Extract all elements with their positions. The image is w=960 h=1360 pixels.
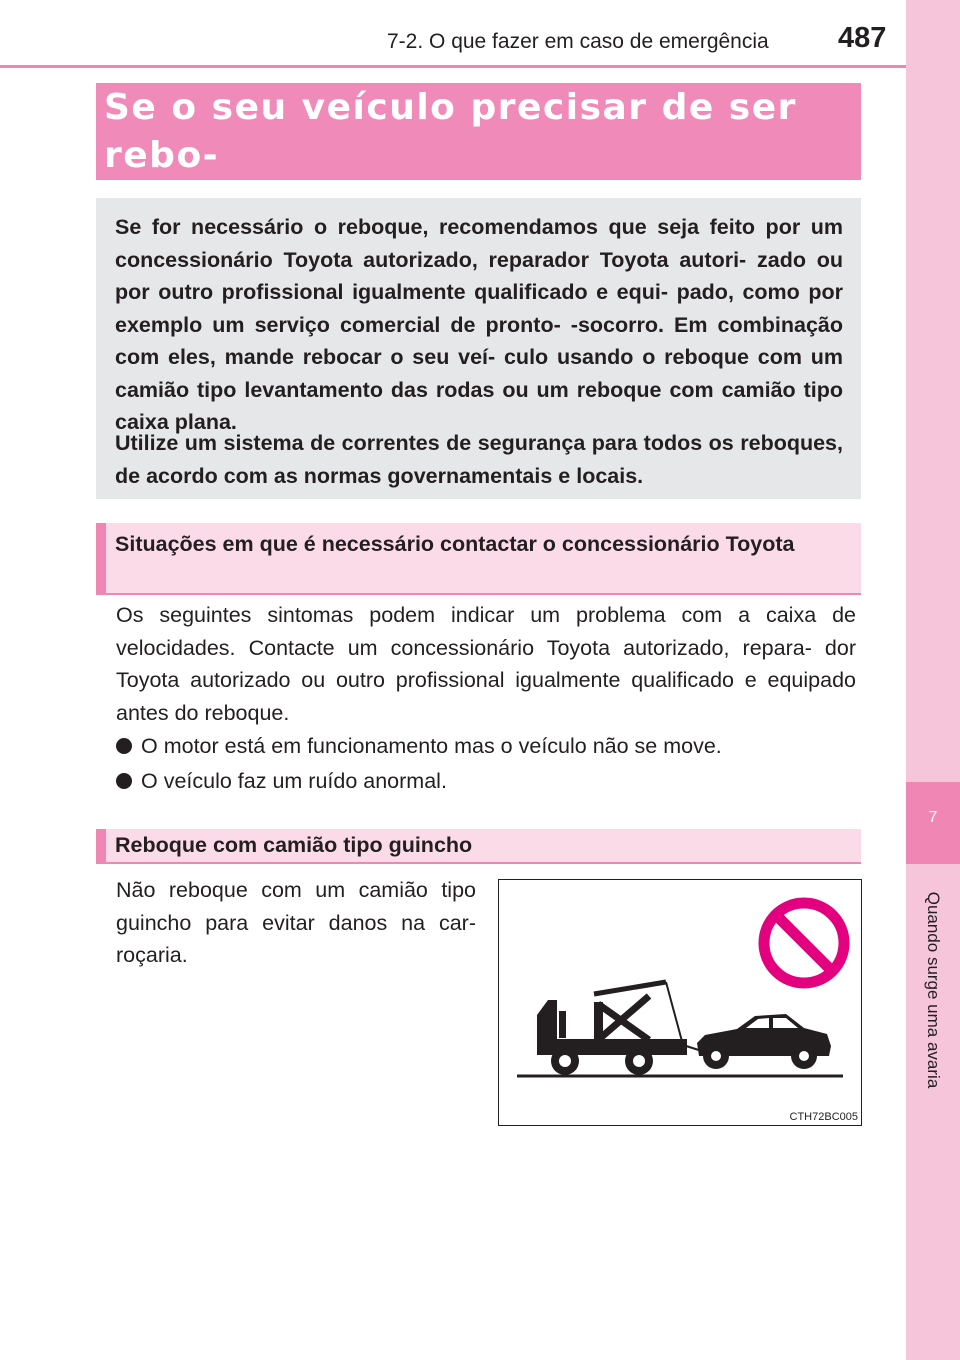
prohibited-sign-icon [764, 903, 844, 983]
header-section-title: 7-2. O que fazer em caso de emergência [387, 30, 769, 53]
chapter-tab [906, 782, 960, 864]
section-heading-winch-truck [96, 829, 861, 864]
towed-car-icon [697, 1014, 831, 1069]
tow-truck-icon [537, 982, 705, 1075]
tow-truck-drawing [499, 880, 861, 1125]
intro-paragraph-2: Utilize um sistema de correntes de segurança para todos os reboques, de acordo com as normas governamentais e locais. [115, 431, 843, 488]
section-heading-bar [96, 523, 106, 593]
bullet-icon [116, 773, 132, 789]
section2-paragraph: Não reboque com um camião tipo guincho para evitar danos na car- roçaria. [116, 878, 476, 967]
header-divider [0, 65, 906, 68]
figure-code: CTH72BC005 [789, 1111, 858, 1123]
section1-paragraph: Os seguintes sintomas podem indicar um problema com a caixa de velocidades. Contacte um concessionário Toyota autorizado, repara- dor Toyota autorizado ou outro profissional igualmente qualificado e equipado antes do reboque. [116, 603, 856, 725]
page-title-line-1: Se o seu veículo precisar de ser rebo- [104, 87, 797, 176]
list-item [116, 730, 722, 763]
section-heading-toyota-contact [96, 523, 861, 595]
list-item-text: O veículo faz um ruído anormal. [141, 769, 447, 793]
section-heading-bar [96, 829, 106, 862]
section-heading-text: Reboque com camião tipo guincho [115, 833, 473, 857]
side-margin-band [906, 0, 960, 1360]
list-item-text: O motor está em funcionamento mas o veículo não se move. [141, 734, 722, 758]
chapter-number: 7 [928, 809, 938, 826]
section-heading-text: Situações em que é necessário contactar o concessionário Toyota [115, 532, 795, 556]
page-number: 487 [838, 22, 887, 54]
bullet-icon [116, 738, 132, 754]
tow-truck-illustration [498, 879, 862, 1126]
chapter-side-label: Quando surge uma avaria [924, 891, 943, 1089]
intro-paragraph-1: Se for necessário o reboque, recomendamos que seja feito por um concessionário Toyota autorizado, reparador Toyota autori- zado ou por outro profissional igualmente qualificado e equi- pado, como por exemplo um serviço comercial de pronto- -socorro. Em combinação com eles, mande rebocar o seu veí- culo usando o reboque com um camião tipo levantamento das rodas ou um reboque com camião tipo caixa plana. [115, 215, 843, 434]
list-item [116, 765, 447, 798]
